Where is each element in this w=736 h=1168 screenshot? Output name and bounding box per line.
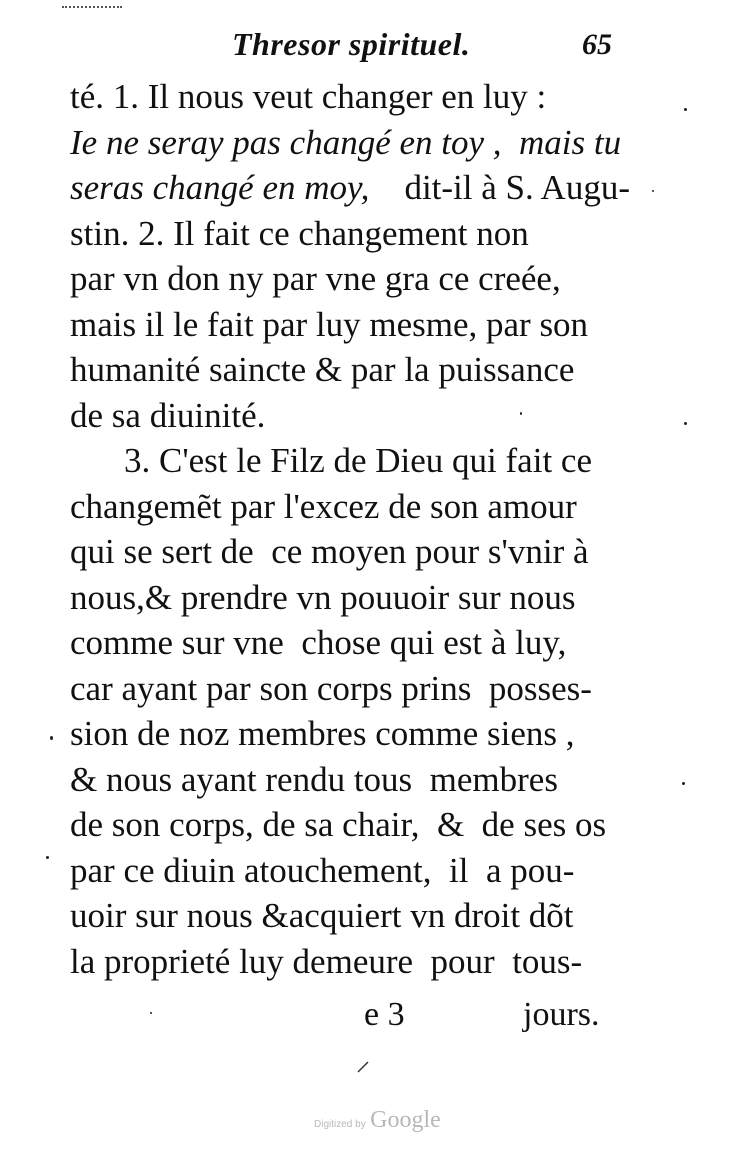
text-line [70, 211, 630, 257]
line-text: de son corps, de sa chair, & de ses os [70, 805, 607, 844]
line-text: par vn don ny par vne gra ce creée, [70, 259, 561, 298]
text-line [70, 848, 630, 894]
text-line [70, 575, 630, 621]
line-text: dit-il à S. Augu- [395, 168, 630, 207]
text-line [70, 165, 630, 211]
running-title: Thresor spirituel. [232, 26, 471, 62]
italic-quote: seras changé en moy, [70, 168, 370, 207]
line-text: la proprieté luy demeure pour tous- [70, 941, 583, 981]
line-text: comme sur vne chose qui est à luy, [70, 623, 567, 662]
scan-speck [652, 190, 654, 192]
watermark-prefix: Digitized by [314, 1119, 366, 1130]
text-line [70, 347, 630, 393]
line-text: mais il le fait par luy mesme, par son [70, 304, 589, 344]
scan-speck [46, 856, 49, 859]
text-line [70, 939, 630, 985]
digitization-watermark [314, 1107, 441, 1134]
scan-speck [684, 422, 687, 425]
text-line [70, 393, 630, 439]
signature-mark: e 3 [364, 996, 405, 1033]
line-text: & nous ayant rendu tous membres [70, 759, 558, 799]
italic-quote: Ie ne seray pas changé en toy , mais tu [70, 122, 622, 162]
line-text: sion de noz membres comme siens , [70, 714, 575, 753]
text-line [70, 74, 630, 120]
text-line [70, 529, 630, 575]
page-footer [0, 996, 736, 1040]
text-line [70, 256, 630, 302]
line-text: par ce diuin atouchement, il a pou- [70, 850, 575, 890]
scan-speck [684, 108, 687, 111]
line-text: car ayant par son corps prins posses- [70, 668, 592, 708]
line-text: humanité saincte & par la puissance [70, 350, 575, 389]
text-line [70, 438, 630, 484]
text-line [70, 666, 630, 712]
line-text: uoir sur nous &acquiert vn droit dõt [70, 896, 574, 935]
text-line [70, 893, 630, 939]
page-number: 65 [582, 28, 612, 61]
watermark-brand: Google [370, 1107, 441, 1133]
line-text: 3. C'est le Filz de Dieu qui fait ce [124, 441, 592, 480]
line-text: qui se sert de ce moyen pour s'vnir à [70, 532, 589, 571]
line-text: changemẽt par l'excez de son amour [70, 486, 577, 526]
line-text: de sa diuinité. [70, 395, 266, 435]
text-line [70, 711, 630, 757]
scan-speck [50, 736, 53, 740]
text-line [70, 757, 630, 803]
scan-stroke [356, 1060, 372, 1074]
line-text: stin. 2. Il fait ce changement non [70, 213, 529, 253]
catchword: jours. [523, 996, 600, 1033]
text-line [70, 302, 630, 348]
text-line [70, 620, 630, 666]
text-line [70, 484, 630, 530]
page-header [0, 26, 736, 66]
line-text: nous,& prendre vn pouuoir sur nous [70, 577, 576, 617]
scan-speck [520, 412, 522, 415]
scan-speck [150, 1012, 152, 1014]
scan-speck [682, 782, 685, 785]
scan-edge-mark [62, 6, 122, 11]
text-line [70, 120, 630, 166]
text-line [70, 802, 630, 848]
line-text: té. 1. Il nous veut changer en luy : [70, 77, 547, 116]
body-text [70, 74, 630, 984]
